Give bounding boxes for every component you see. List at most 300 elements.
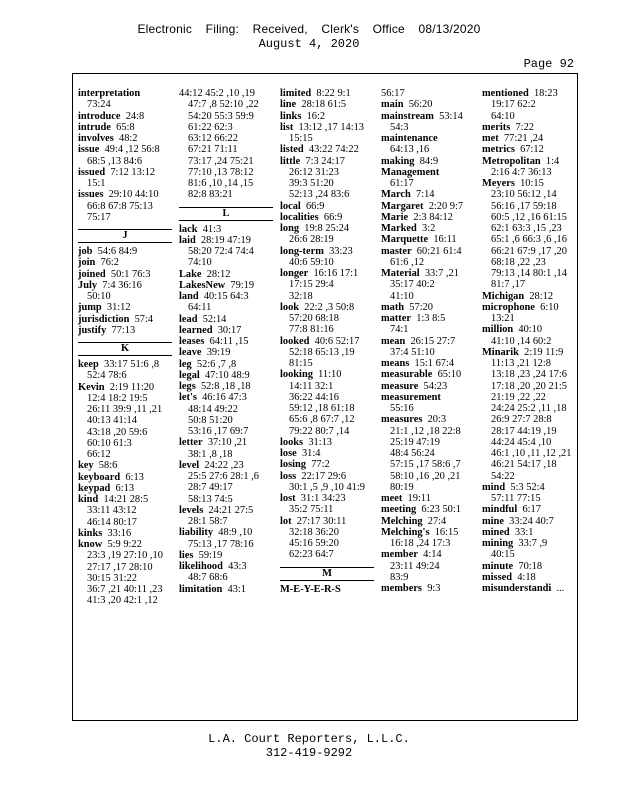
ref-continuation: 14:11 32:1 bbox=[289, 380, 334, 392]
reporter-phone: 312-419-9292 bbox=[265, 746, 353, 760]
index-entry bbox=[78, 359, 172, 382]
page-line-refs: 27:4 bbox=[427, 515, 447, 527]
index-word: Michigan bbox=[482, 290, 525, 302]
index-entry bbox=[381, 414, 475, 493]
ref-continuation: 23:10 56:12 ,14 bbox=[491, 189, 557, 201]
page-line-refs: 66:9 bbox=[323, 211, 343, 223]
page-line-refs: 28:18 61:5 bbox=[301, 99, 347, 111]
index-entry bbox=[482, 291, 576, 302]
index-word: microphone bbox=[482, 301, 535, 313]
index-entry bbox=[482, 324, 576, 347]
index-word: limited bbox=[280, 88, 312, 99]
page-line-refs: 30:17 bbox=[217, 324, 242, 336]
page-line-refs: 48:2 bbox=[119, 133, 138, 144]
index-entry bbox=[78, 494, 172, 528]
ref-continuation: 37:4 51:10 bbox=[390, 346, 435, 358]
page-line-refs: 13:12 ,17 14:13 bbox=[298, 121, 365, 133]
index-word: issues bbox=[78, 189, 104, 201]
ref-continuation: 19:17 62:2 bbox=[491, 99, 536, 111]
ref-continuation: 25:19 47:19 bbox=[390, 436, 440, 448]
index-word: kinks bbox=[78, 527, 103, 539]
ref-continuation: 75:17 bbox=[87, 211, 111, 223]
index-word: keypad bbox=[78, 482, 111, 494]
page-line-refs: 8:22 9:1 bbox=[316, 88, 351, 99]
index-word: list bbox=[280, 121, 294, 133]
ref-continuation: 77:10 ,13 78:12 bbox=[188, 166, 254, 178]
index-entry bbox=[381, 369, 475, 380]
page-line-refs: 24:21 27:5 bbox=[208, 504, 254, 516]
ref-continuation: 21:1 ,12 ,18 22:8 bbox=[390, 425, 461, 437]
page-line-refs: 29:10 44:10 bbox=[108, 189, 159, 201]
page-line-refs: 11:10 bbox=[318, 369, 342, 381]
page-line-refs: 28:12 bbox=[206, 268, 231, 280]
index-word: jurisdiction bbox=[78, 313, 130, 325]
index-entry bbox=[78, 122, 172, 133]
ref-continuation: 39:3 51:20 bbox=[289, 178, 334, 189]
stamp-word: 08/13/2020 bbox=[418, 22, 481, 36]
index-entry bbox=[482, 572, 576, 583]
ref-continuation: 26:12 31:23 bbox=[289, 166, 339, 178]
index-word: level bbox=[179, 459, 200, 471]
index-entry bbox=[482, 88, 576, 122]
index-entry bbox=[280, 448, 374, 459]
ref-continuation: 45:16 59:20 bbox=[289, 538, 339, 549]
index-word: mentioned bbox=[482, 88, 529, 99]
ref-continuation: 74:1 bbox=[390, 324, 409, 336]
index-word: leg bbox=[179, 358, 192, 370]
index-word: misunderstandi bbox=[482, 583, 552, 594]
page-line-refs: 33:7 ,9 bbox=[518, 538, 548, 549]
ref-continuation: 52:4 78:6 bbox=[87, 370, 127, 382]
index-word: job bbox=[78, 246, 93, 257]
index-entry bbox=[179, 370, 273, 381]
page-line-refs: 16:2 bbox=[306, 110, 326, 122]
index-entry bbox=[381, 381, 475, 392]
index-word: March bbox=[381, 189, 411, 201]
index-word: member bbox=[381, 549, 418, 561]
index-entry bbox=[280, 584, 374, 595]
page-line-refs: 40:6 52:17 bbox=[314, 335, 360, 347]
index-word: Meyers bbox=[482, 178, 515, 189]
page-line-refs: 31:4 bbox=[301, 448, 321, 459]
index-entry bbox=[78, 167, 172, 190]
ref-continuation: 25:5 27:6 28:1 ,6 bbox=[188, 471, 260, 482]
index-entry bbox=[381, 516, 475, 527]
index-word: maintenance bbox=[381, 133, 438, 144]
page-line-refs: 2:19 11:20 bbox=[109, 381, 155, 393]
ref-continuation: 77:8 81:16 bbox=[289, 324, 334, 336]
index-entry bbox=[482, 504, 576, 515]
ref-continuation: 54:20 55:3 59:9 bbox=[188, 110, 254, 122]
index-word: million bbox=[482, 324, 514, 336]
ref-continuation: 66:12 bbox=[87, 449, 111, 460]
page-line-refs: 24:8 bbox=[125, 110, 145, 122]
index-entry bbox=[482, 583, 576, 594]
page-line-refs: 77:13 bbox=[111, 324, 136, 336]
page-line-refs: 40:15 64:3 bbox=[203, 291, 249, 302]
page-line-refs: 48:9 ,10 bbox=[218, 527, 253, 539]
section-letter: J bbox=[78, 229, 172, 243]
index-word: mean bbox=[381, 335, 406, 347]
ref-continuation: 83:9 bbox=[390, 571, 409, 583]
index-entry bbox=[381, 504, 475, 515]
ref-continuation: 53:16 ,17 69:7 bbox=[188, 426, 249, 437]
index-word: jump bbox=[78, 302, 102, 314]
index-entry bbox=[179, 381, 273, 392]
index-entry bbox=[280, 111, 374, 122]
index-entry bbox=[381, 223, 475, 234]
index-word: look bbox=[280, 301, 300, 313]
page-line-refs: 33:17 51:6 ,8 bbox=[104, 359, 160, 370]
index-word: line bbox=[280, 99, 297, 111]
page-line-refs: 6:10 bbox=[540, 301, 559, 313]
page-number: Page 92 bbox=[523, 57, 574, 71]
ref-continuation: 48:4 56:24 bbox=[390, 448, 435, 459]
index-word: Marquette bbox=[381, 234, 429, 246]
page-line-refs: 1:4 bbox=[545, 155, 560, 167]
index-entry bbox=[179, 224, 273, 235]
ref-continuation: 28:1 58:7 bbox=[188, 516, 228, 527]
page-line-refs: 16:15 bbox=[434, 526, 459, 538]
index-word: localities bbox=[280, 211, 319, 223]
index-entry bbox=[78, 246, 172, 257]
index-entry bbox=[78, 189, 172, 223]
index-word: looks bbox=[280, 436, 304, 448]
index-entry bbox=[78, 302, 172, 313]
index-entry bbox=[280, 302, 374, 336]
ref-continuation: 57:15 ,17 58:6 ,7 bbox=[390, 459, 461, 471]
index-word: issued bbox=[78, 166, 106, 178]
ref-continuation: 82:8 83:21 bbox=[188, 189, 233, 201]
page-line-refs: 77:21 ,24 bbox=[503, 133, 544, 144]
page-line-refs: 3:2 bbox=[422, 223, 436, 234]
ref-continuation: 30:15 31:22 bbox=[87, 572, 137, 584]
ref-continuation: 48:14 49:22 bbox=[188, 403, 238, 415]
stamp-word: Clerk's bbox=[321, 22, 360, 36]
ref-continuation: 54:3 bbox=[390, 121, 409, 133]
ref-continuation: 32:18 36:20 bbox=[289, 526, 339, 538]
stamp-word: Filing: bbox=[205, 22, 240, 36]
page-line-refs: 58:6 bbox=[98, 460, 118, 472]
page-line-refs: 39:19 bbox=[206, 347, 231, 359]
index-entry bbox=[280, 493, 374, 516]
ref-continuation: 50:10 bbox=[87, 291, 111, 302]
index-word: measurable bbox=[381, 369, 433, 381]
index-word: Minarik bbox=[482, 346, 519, 358]
index-entry bbox=[482, 122, 576, 133]
page-line-refs: 43:22 74:22 bbox=[308, 144, 359, 156]
index-entry bbox=[179, 359, 273, 370]
index-entry bbox=[381, 358, 475, 369]
index-word: math bbox=[381, 301, 405, 313]
page-line-refs: 84:9 bbox=[419, 155, 439, 167]
index-word: met bbox=[482, 133, 499, 144]
index-entry bbox=[381, 313, 475, 336]
ref-continuation: 73:24 bbox=[87, 99, 111, 111]
index-entry bbox=[280, 122, 374, 145]
ref-continuation: 68:5 ,13 84:6 bbox=[87, 155, 143, 167]
index-word: key bbox=[78, 460, 94, 472]
ref-continuation: 26:6 28:19 bbox=[289, 234, 334, 246]
page-line-refs: 31:12 bbox=[106, 302, 131, 314]
ref-continuation: 40:15 bbox=[491, 549, 515, 561]
page-line-refs: 7:4 36:16 bbox=[102, 279, 142, 291]
ref-continuation: 81:7 ,17 bbox=[491, 279, 526, 291]
index-word: minute bbox=[482, 560, 514, 572]
index-word: Melching bbox=[381, 515, 423, 527]
page-line-refs: 31:13 bbox=[308, 436, 332, 448]
index-word: long-term bbox=[280, 245, 324, 257]
index-entry bbox=[482, 133, 576, 144]
index-entry bbox=[381, 336, 475, 359]
index-entry bbox=[280, 459, 374, 470]
index-word: members bbox=[381, 583, 422, 594]
index-entry bbox=[179, 550, 273, 561]
index-entry bbox=[78, 314, 172, 325]
ref-continuation: 24:24 25:2 ,11 ,18 bbox=[491, 403, 567, 414]
index-entry bbox=[179, 505, 273, 528]
page-line-refs: 54:6 84:9 bbox=[97, 246, 138, 257]
stamp-word: Electronic bbox=[137, 22, 193, 36]
page-line-refs: 65:8 bbox=[116, 121, 135, 133]
page-line-refs: 47:10 48:9 bbox=[204, 369, 250, 381]
ref-continuation: 46:1 ,10 ,11 ,12 ,21 bbox=[491, 448, 572, 459]
page-line-refs: 16:16 17:1 bbox=[313, 268, 359, 279]
ref-continuation: 2:16 4:7 36:13 bbox=[491, 166, 552, 178]
index-word: meeting bbox=[381, 504, 417, 516]
page-line-refs: 56:20 bbox=[408, 99, 433, 111]
ref-continuation: 26:9 27:7 28:8 bbox=[491, 414, 552, 426]
index-word: making bbox=[381, 155, 415, 167]
index-entry bbox=[381, 111, 475, 134]
ref-continuation: 16:18 ,24 17:3 bbox=[390, 538, 451, 549]
index-word: liability bbox=[179, 527, 214, 539]
index-entry bbox=[280, 88, 374, 99]
index-word: interpretation bbox=[78, 88, 141, 99]
page-line-refs: 46:16 47:3 bbox=[202, 392, 247, 404]
index-word: loss bbox=[280, 470, 297, 482]
ref-continuation: 50:8 51:20 bbox=[188, 414, 233, 426]
ref-continuation: 66:21 67:9 ,17 ,20 bbox=[491, 245, 567, 257]
index-entry bbox=[381, 156, 475, 167]
page-line-refs: 16:11 bbox=[433, 234, 457, 246]
ref-continuation: 64:13 ,16 bbox=[390, 144, 430, 156]
page-line-refs: 22:2 ,3 50:8 bbox=[304, 301, 355, 313]
index-entry bbox=[179, 584, 273, 595]
index-column bbox=[78, 88, 172, 607]
index-word: matter bbox=[381, 313, 411, 324]
index-word: land bbox=[179, 291, 199, 302]
index-word: Management bbox=[381, 166, 440, 178]
page-line-refs: 52:8 ,18 ,18 bbox=[200, 381, 251, 392]
index-word: letter bbox=[179, 437, 203, 449]
page-line-refs: 10:15 bbox=[520, 178, 544, 189]
page-line-refs: 43:3 bbox=[228, 561, 247, 572]
ref-continuation: 27:17 ,17 28:10 bbox=[87, 561, 153, 573]
index-entry bbox=[280, 99, 374, 110]
ref-continuation: 60:5 ,12 ,16 61:15 bbox=[491, 211, 567, 223]
page-line-refs: 2:20 9:7 bbox=[428, 200, 464, 212]
page-line-refs: 7:14 bbox=[416, 189, 435, 201]
ref-continuation: 35:17 40:2 bbox=[390, 279, 435, 291]
ref-continuation: 74:10 bbox=[188, 257, 212, 269]
page-line-refs: 33:7 ,21 bbox=[424, 268, 459, 279]
index-word: intrude bbox=[78, 121, 111, 133]
ref-continuation: 52:13 ,24 83:6 bbox=[289, 189, 350, 201]
index-entry bbox=[280, 471, 374, 494]
index-entry bbox=[381, 493, 475, 504]
index-word: kind bbox=[78, 494, 99, 505]
index-entry bbox=[78, 325, 172, 336]
index-entry bbox=[179, 269, 273, 280]
index-word: leave bbox=[179, 347, 202, 359]
index-word: lost bbox=[280, 493, 296, 504]
index-entry bbox=[78, 88, 172, 111]
ref-continuation: 61:22 62:3 bbox=[188, 121, 233, 133]
page-line-refs: 7:12 13:12 bbox=[110, 166, 156, 178]
index-entry bbox=[381, 268, 475, 302]
ref-continuation: 36:7 ,21 40:11 ,23 bbox=[87, 584, 163, 595]
index-entry bbox=[78, 111, 172, 122]
index-word: measurement bbox=[381, 391, 441, 403]
ref-continuation: 59:12 ,18 61:18 bbox=[289, 403, 355, 414]
index-word: Marie bbox=[381, 211, 409, 223]
index-word: lies bbox=[179, 549, 194, 561]
section-letter: L bbox=[179, 207, 273, 221]
ref-continuation: 41:10 bbox=[390, 290, 414, 302]
index-entry bbox=[381, 201, 475, 212]
index-column bbox=[482, 88, 576, 594]
index-entry bbox=[78, 539, 172, 607]
index-entry bbox=[280, 223, 374, 246]
filing-stamp bbox=[0, 22, 618, 36]
ref-continuation: 40:13 41:14 bbox=[87, 415, 137, 427]
index-entry bbox=[381, 583, 475, 594]
index-word: main bbox=[381, 99, 404, 111]
index-entry bbox=[179, 280, 273, 291]
index-entry bbox=[482, 516, 576, 527]
index-entry bbox=[179, 460, 273, 505]
index-word: introduce bbox=[78, 110, 121, 122]
index-word: Metropolitan bbox=[482, 155, 541, 167]
page-line-refs: 6:23 50:1 bbox=[421, 504, 461, 516]
index-entry bbox=[78, 483, 172, 494]
index-word: likelihood bbox=[179, 561, 223, 572]
index-word: missed bbox=[482, 571, 513, 583]
page-line-refs: 7:22 bbox=[515, 121, 534, 133]
ref-continuation: 79:13 ,14 80:1 ,14 bbox=[491, 268, 567, 279]
page-line-refs: 52:6 ,7 ,8 bbox=[196, 358, 237, 370]
ref-continuation: 55:16 bbox=[390, 403, 414, 414]
page-line-refs: 2:19 11:9 bbox=[524, 346, 564, 358]
index-entry bbox=[179, 88, 273, 201]
ref-continuation: 66:8 67:8 75:13 bbox=[87, 200, 153, 212]
index-entry bbox=[482, 144, 576, 155]
index-entry bbox=[78, 269, 172, 280]
page-line-refs: 33:24 40:7 bbox=[509, 515, 554, 527]
index-entry bbox=[78, 280, 172, 303]
ref-continuation: 47:7 ,8 52:10 ,22 bbox=[188, 99, 259, 111]
index-word: listed bbox=[280, 144, 304, 156]
index-entry bbox=[381, 234, 475, 245]
page-line-refs: 40:10 bbox=[518, 324, 543, 336]
index-word: looked bbox=[280, 335, 310, 347]
index-entry bbox=[381, 167, 475, 190]
ref-continuation: 17:18 ,20 ,20 21:5 bbox=[491, 380, 567, 392]
stamp-word: Office bbox=[372, 22, 405, 36]
index-entry bbox=[78, 472, 172, 483]
ref-continuation: 23:11 49:24 bbox=[390, 560, 440, 572]
page-line-refs: 33:1 bbox=[514, 526, 534, 538]
ref-continuation: 79:22 80:7 ,14 bbox=[289, 425, 350, 437]
ref-continuation: 11:13 ,21 12:8 bbox=[491, 358, 551, 369]
page-line-refs: 5:9 9:22 bbox=[107, 539, 142, 550]
index-word: lead bbox=[179, 313, 198, 325]
index-entry bbox=[381, 392, 475, 415]
page-line-refs: 9:3 bbox=[427, 583, 441, 594]
index-word: links bbox=[280, 110, 302, 122]
ref-continuation: 52:18 65:13 ,19 bbox=[289, 346, 355, 358]
ref-continuation: 26:11 39:9 ,11 ,21 bbox=[87, 404, 163, 415]
ref-continuation: 23:3 ,19 27:10 ,10 bbox=[87, 550, 163, 562]
index-word: learned bbox=[179, 324, 213, 336]
ref-continuation: 58:20 72:4 74:4 bbox=[188, 246, 254, 257]
page-line-refs: 33:23 bbox=[329, 245, 353, 257]
index-word: mind bbox=[482, 481, 506, 493]
ref-continuation: 54:22 bbox=[491, 470, 515, 482]
index-entry bbox=[381, 302, 475, 313]
index-word: involves bbox=[78, 133, 114, 144]
index-entry bbox=[280, 369, 374, 437]
index-entry bbox=[280, 336, 374, 370]
page-line-refs: 19:11 bbox=[407, 493, 431, 504]
index-entry bbox=[280, 144, 374, 155]
section-letter: M bbox=[280, 567, 374, 581]
ref-continuation: 28:7 49:17 bbox=[188, 482, 233, 494]
index-entry bbox=[280, 246, 374, 269]
page-line-refs: 1:3 8:5 bbox=[416, 313, 446, 324]
index-word: means bbox=[381, 358, 410, 369]
index-word: Margaret bbox=[381, 200, 424, 212]
index-entry bbox=[179, 314, 273, 325]
index-entry bbox=[179, 291, 273, 314]
page-line-refs: 41:3 bbox=[202, 223, 222, 235]
ref-continuation: 64:10 bbox=[491, 110, 515, 122]
page-line-refs: 4:14 bbox=[423, 549, 442, 561]
ref-continuation: 21:19 ,22 ,22 bbox=[491, 391, 546, 403]
ref-continuation: 58:10 ,16 ,20 ,21 bbox=[390, 470, 461, 482]
index-word: looking bbox=[280, 369, 313, 381]
index-word: master bbox=[381, 245, 412, 257]
page-line-refs: 59:19 bbox=[198, 549, 223, 561]
index-word: July bbox=[78, 279, 98, 291]
page-line-refs: 66:9 bbox=[305, 200, 325, 212]
index-entry bbox=[482, 302, 576, 325]
ref-continuation: 13:18 ,23 ,24 17:6 bbox=[491, 369, 567, 381]
page-line-refs: 6:13 bbox=[115, 482, 135, 494]
index-word: leases bbox=[179, 336, 205, 347]
page-line-refs: 56:17 bbox=[381, 88, 405, 99]
index-word: local bbox=[280, 200, 301, 212]
ref-continuation: 17:15 29:4 bbox=[289, 279, 334, 291]
page-line-refs: 24:22 ,23 bbox=[204, 459, 244, 471]
index-column bbox=[179, 88, 273, 595]
ref-continuation: 38:1 ,8 ,18 bbox=[188, 448, 233, 460]
page-line-refs: 43:1 bbox=[227, 583, 246, 595]
index-entry bbox=[78, 528, 172, 539]
index-word: mindful bbox=[482, 504, 518, 516]
ref-continuation: 28:17 44:19 ,19 bbox=[491, 425, 557, 437]
